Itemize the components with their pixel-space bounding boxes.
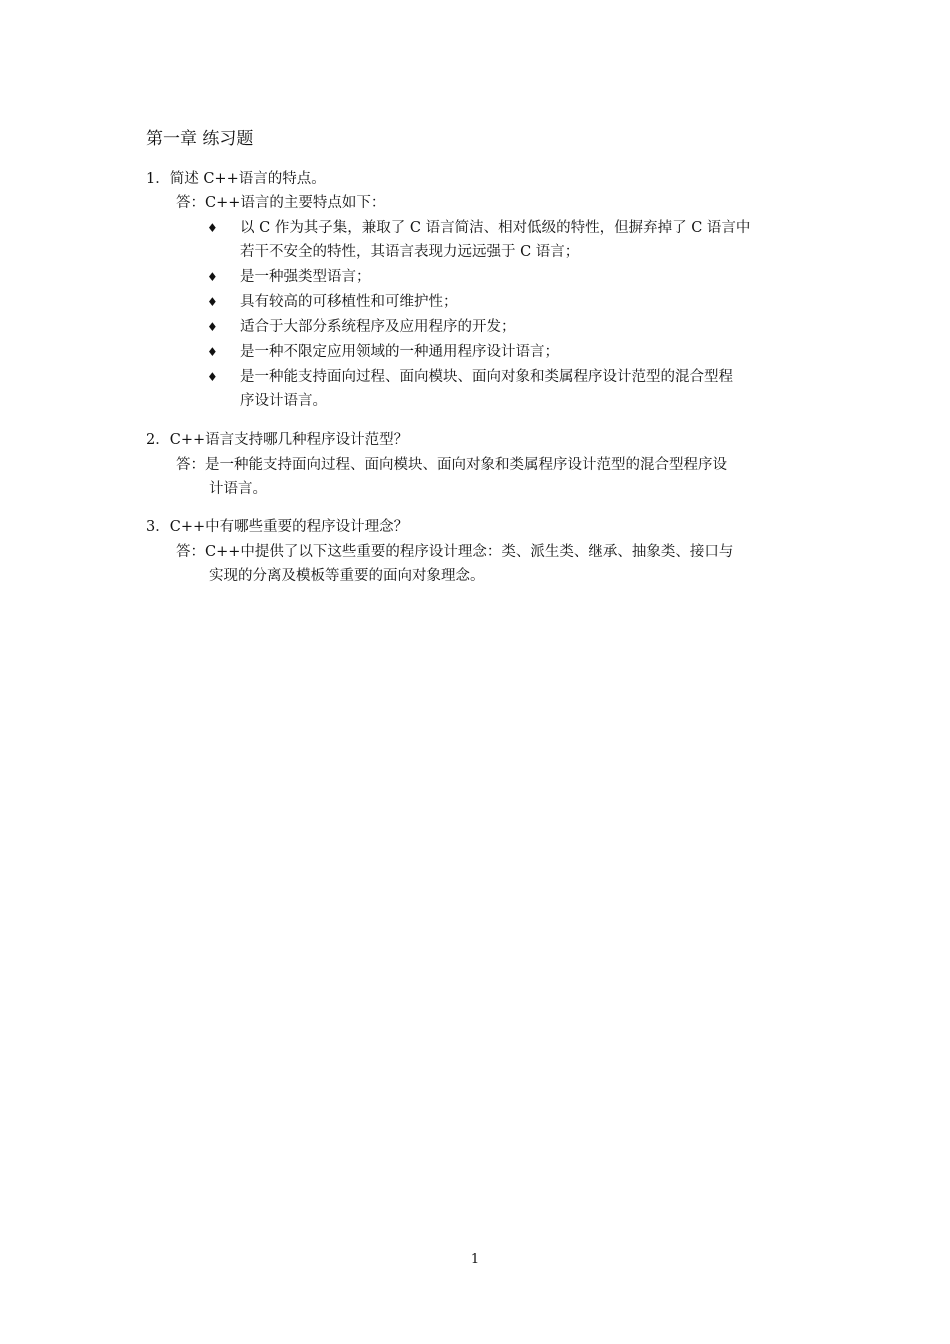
answer-1-intro: 答：C++语言的主要特点如下： bbox=[176, 195, 386, 211]
answer-3-line-2: 实现的分离及模板等重要的面向对象理念。 bbox=[209, 568, 485, 584]
bullet-4: 适合于大部分系统程序及应用程序的开发； bbox=[240, 319, 516, 335]
bullet-1-line-2: 若干不安全的特性，其语言表现力远远强于 C 语言； bbox=[240, 244, 580, 260]
page-number: 1 bbox=[470, 1252, 480, 1267]
bullet-1-line-1: 以 C 作为其子集，兼取了 C 语言简洁、相对低级的特性，但摒弃掉了 C 语言中 bbox=[240, 220, 751, 236]
bullet-icon: ♦ bbox=[207, 345, 218, 359]
question-2: 2．C++语言支持哪几种程序设计范型？ bbox=[146, 432, 409, 448]
question-1: 1．简述 C++语言的特点。 bbox=[146, 171, 326, 187]
bullet-2: 是一种强类型语言； bbox=[240, 269, 371, 285]
answer-2-line-2: 计语言。 bbox=[209, 481, 267, 497]
bullet-3: 具有较高的可移植性和可维护性； bbox=[240, 294, 458, 310]
answer-2-line-1: 答：是一种能支持面向过程、面向模块、面向对象和类属程序设计范型的混合型程序设 bbox=[176, 457, 727, 473]
bullet-icon: ♦ bbox=[207, 295, 218, 309]
bullet-icon: ♦ bbox=[207, 370, 218, 384]
bullet-icon: ♦ bbox=[207, 221, 218, 235]
bullet-icon: ♦ bbox=[207, 320, 218, 334]
bullet-5: 是一种不限定应用领域的一种通用程序设计语言； bbox=[240, 344, 559, 360]
bullet-6-line-1: 是一种能支持面向过程、面向模块、面向对象和类属程序设计范型的混合型程 bbox=[240, 369, 733, 385]
bullet-6-line-2: 序设计语言。 bbox=[240, 393, 327, 409]
answer-3-line-1: 答：C++中提供了以下这些重要的程序设计理念：类、派生类、继承、抽象类、接口与 bbox=[176, 544, 734, 560]
question-3: 3．C++中有哪些重要的程序设计理念？ bbox=[146, 519, 409, 535]
bullet-icon: ♦ bbox=[207, 270, 218, 284]
chapter-title: 第一章 练习题 bbox=[146, 129, 254, 149]
